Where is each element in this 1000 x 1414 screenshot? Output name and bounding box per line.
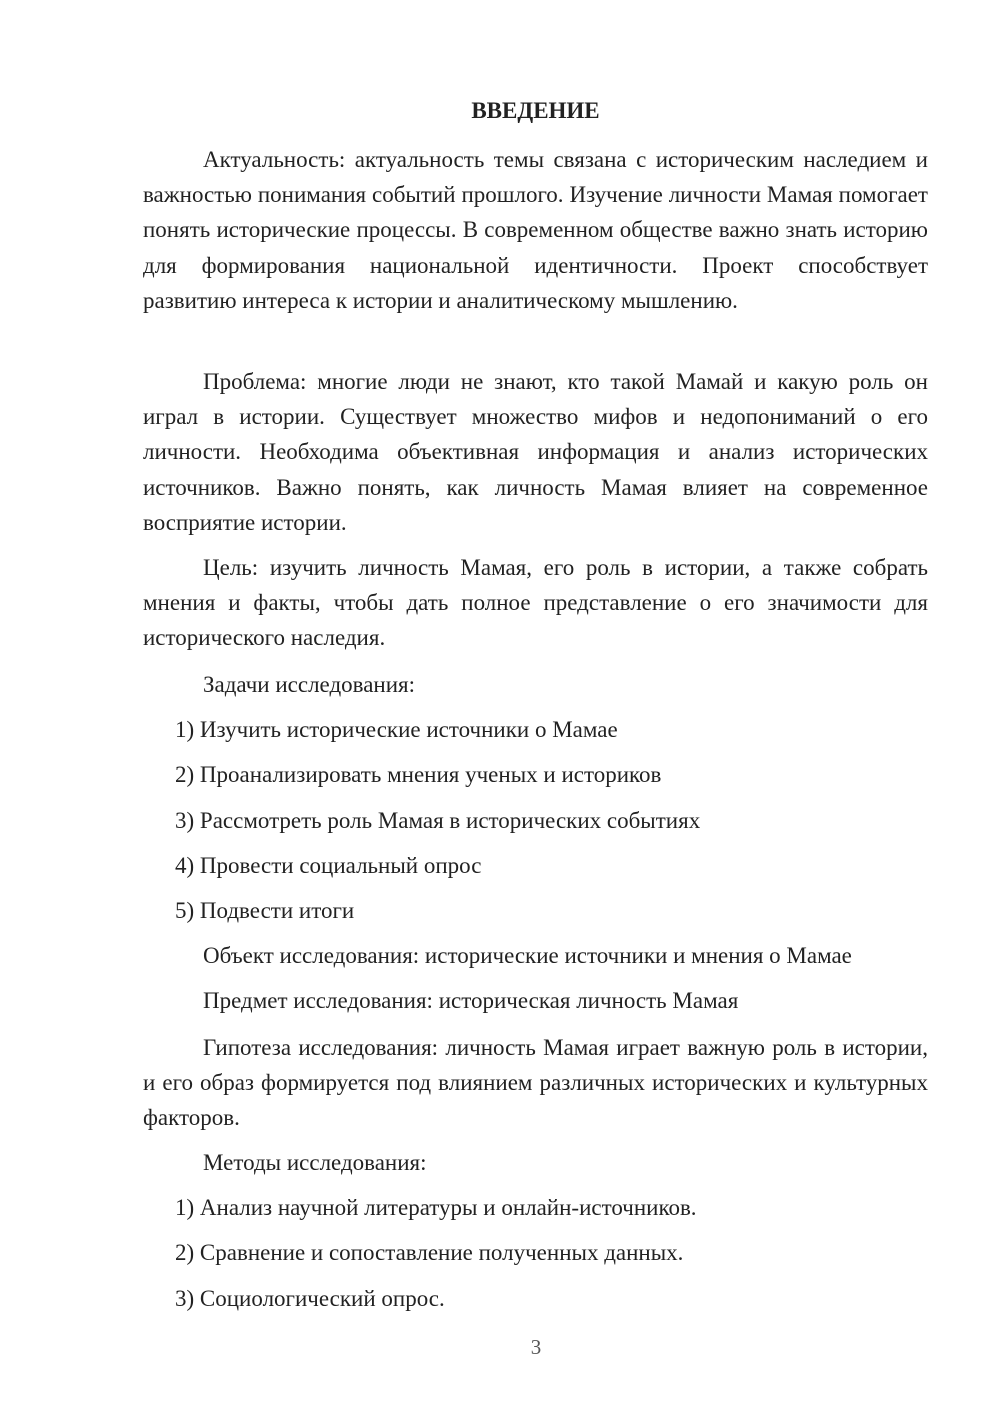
- list-item: 1) Изучить исторические источники о Мамае: [175, 717, 618, 742]
- paragraph-hypothesis: Гипотеза исследования: личность Мамая играет важную роль в истории, и его образ формируется под влиянием различных исторических и культурных факторов.: [143, 1035, 928, 1131]
- paragraph-goal: Цель: изучить личность Мамая, его роль в истории, а также собрать мнения и факты, чтобы дать полное представление о его значимости для исторического наследия.: [143, 555, 928, 651]
- list-item: 1) Анализ научной литературы и онлайн-источников.: [175, 1195, 697, 1220]
- paragraph-problem: Проблема: многие люди не знают, кто такой Мамай и какую роль он играл в истории. Существует множество мифов и недопониманий о его личности. Необходима объективная информация и анализ исторических источников. Важно понять, как личность Мамая влияет на современное восприятие истории.: [143, 369, 928, 535]
- tasks-heading: Задачи исследования:: [203, 672, 416, 697]
- methods-heading: Методы исследования:: [203, 1150, 427, 1175]
- research-object: Объект исследования: исторические источники и мнения о Мамае: [203, 943, 852, 968]
- page-number: 3: [530, 1335, 542, 1359]
- list-item: 3) Социологический опрос.: [175, 1286, 445, 1311]
- list-item: 3) Рассмотреть роль Мамая в исторических событиях: [175, 808, 701, 833]
- list-item: 5) Подвести итоги: [175, 898, 355, 923]
- page-title: ВВЕДЕНИЕ: [471, 98, 600, 123]
- research-subject: Предмет исследования: историческая личность Мамая: [203, 988, 739, 1013]
- list-item: 2) Проанализировать мнения ученых и историков: [175, 762, 662, 787]
- list-item: 4) Провести социальный опрос: [175, 853, 482, 878]
- list-item: 2) Сравнение и сопоставление полученных данных.: [175, 1240, 684, 1265]
- paragraph-relevance: Актуальность: актуальность темы связана с историческим наследием и важностью понимания событий прошлого. Изучение личности Мамая помогает понять исторические процессы. В современном обществе важно знать историю для формирования национальной идентичности. Проект способствует развитию интереса к истории и аналитическому мышлению.: [143, 147, 928, 313]
